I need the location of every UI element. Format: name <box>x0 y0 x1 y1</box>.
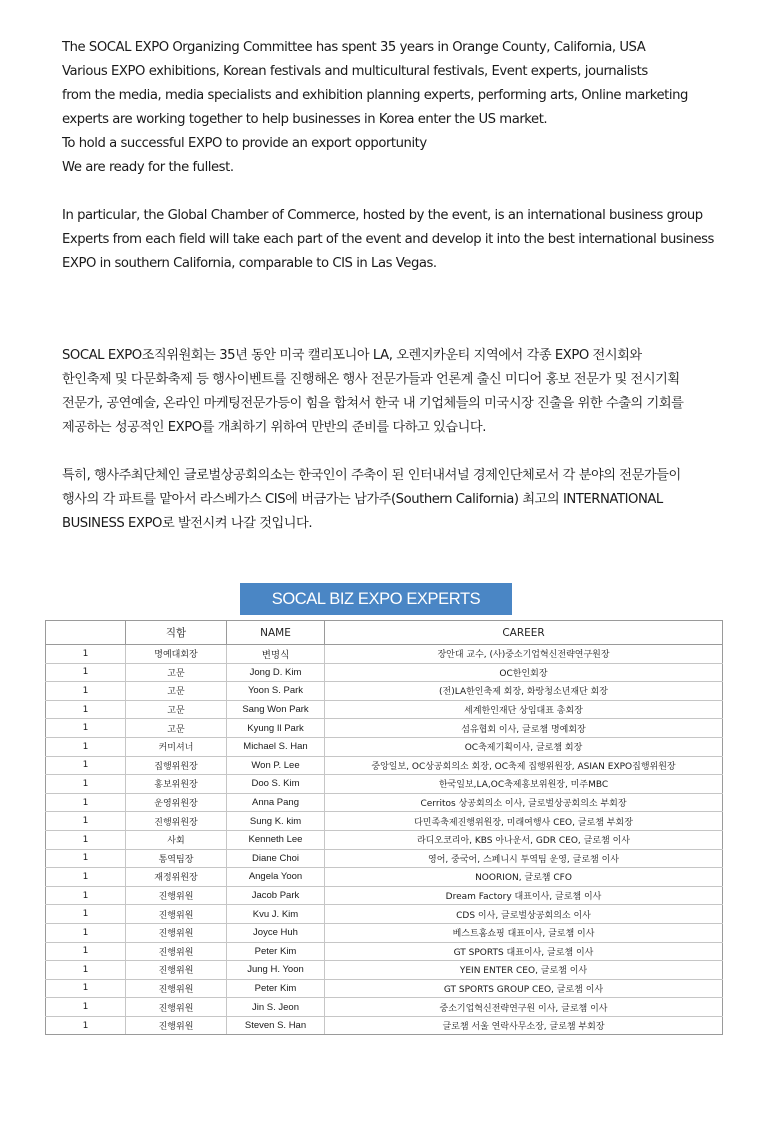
cell-career: 글로챔 서울 연락사무소장, 글로챔 부회장 <box>325 1016 723 1035</box>
cell-no: 1 <box>46 700 126 719</box>
cell-title: 홍보위원장 <box>126 775 227 794</box>
cell-no: 1 <box>46 719 126 738</box>
text-line: 제공하는 성공적인 EXPO를 개최하기 위하여 만반의 준비를 다하고 있습니다. <box>62 420 486 435</box>
cell-title: 진행위원 <box>126 979 227 998</box>
experts-banner: SOCAL BIZ EXPO EXPERTS <box>240 583 512 615</box>
cell-name: Jung H. Yoon <box>227 961 325 980</box>
cell-no: 1 <box>46 663 126 682</box>
cell-name: Peter Kim <box>227 942 325 961</box>
table-row <box>46 663 723 682</box>
cell-no: 1 <box>46 849 126 868</box>
text-line: In particular, the Global Chamber of Commerce, hosted by the event, is an international business group <box>62 208 703 223</box>
cell-career: 영어, 중국어, 스페니시 투역팀 운영, 글로챔 이사 <box>325 849 723 868</box>
cell-career: 중앙일보, OC상공회의소 회장, OC축제 집행위원장, ASIAN EXPO집행위원장 <box>325 756 723 775</box>
cell-no: 1 <box>46 682 126 701</box>
cell-career: 라디오코리아, KBS 아나운서, GDR CEO, 글로챔 이사 <box>325 830 723 849</box>
table-row <box>46 923 723 942</box>
header-name: NAME <box>227 621 325 645</box>
text-line: Various EXPO exhibitions, Korean festivals and multicultural festivals, Event experts, journalists <box>62 64 648 79</box>
cell-title: 사회 <box>126 830 227 849</box>
intro-en-paragraph-1 <box>62 36 742 180</box>
cell-name: Doo S. Kim <box>227 775 325 794</box>
text-line: from the media, media specialists and exhibition planning experts, performing arts, Online marketing <box>62 88 688 103</box>
table-row <box>46 998 723 1017</box>
table-row <box>46 700 723 719</box>
cell-name: Sang Won Park <box>227 700 325 719</box>
cell-career: Dream Factory 대표이사, 글로챔 이사 <box>325 886 723 905</box>
text-line: Experts from each field will take each part of the event and develop it into the best international business <box>62 232 714 247</box>
header-career: CAREER <box>325 621 723 645</box>
intro-ko-paragraph-2 <box>62 464 742 536</box>
cell-no: 1 <box>46 1016 126 1035</box>
table-row <box>46 756 723 775</box>
cell-name: Angela Yoon <box>227 868 325 887</box>
cell-title: 진행위원 <box>126 923 227 942</box>
cell-name: Jong D. Kim <box>227 663 325 682</box>
cell-title: 통역팀장 <box>126 849 227 868</box>
cell-career: GT SPORTS 대표이사, 글로챔 이사 <box>325 942 723 961</box>
cell-no: 1 <box>46 905 126 924</box>
cell-no: 1 <box>46 942 126 961</box>
cell-name: Sung K. kim <box>227 812 325 831</box>
cell-career: 세계한인재단 상임대표 총회장 <box>325 700 723 719</box>
cell-name: Won P. Lee <box>227 756 325 775</box>
text-line: experts are working together to help businesses in Korea enter the US market. <box>62 112 548 127</box>
table-row <box>46 1016 723 1035</box>
cell-name: Kenneth Lee <box>227 830 325 849</box>
cell-no: 1 <box>46 645 126 664</box>
cell-title: 진행위원 <box>126 886 227 905</box>
table-row <box>46 719 723 738</box>
cell-career: 장안대 교수, (사)중소기업혁신전략연구원장 <box>325 645 723 664</box>
intro-en-paragraph-2 <box>62 204 742 276</box>
text-line: We are ready for the fullest. <box>62 160 234 175</box>
cell-career: GT SPORTS GROUP CEO, 글로챔 이사 <box>325 979 723 998</box>
table-row <box>46 645 723 664</box>
cell-no: 1 <box>46 868 126 887</box>
cell-title: 운영위원장 <box>126 793 227 812</box>
intro-ko-paragraph-1 <box>62 344 742 440</box>
cell-career: OC한인회장 <box>325 663 723 682</box>
cell-no: 1 <box>46 775 126 794</box>
text-line: 특히, 행사주최단체인 글로벌상공회의소는 한국인이 주축이 된 인터내셔널 경제인단체로서 각 분야의 전문가들이 <box>62 468 681 483</box>
cell-name: Yoon S. Park <box>227 682 325 701</box>
table-header-row <box>46 621 723 645</box>
header-no <box>46 621 126 645</box>
table-row <box>46 886 723 905</box>
cell-no: 1 <box>46 961 126 980</box>
cell-name: Peter Kim <box>227 979 325 998</box>
cell-title: 커미셔너 <box>126 737 227 756</box>
cell-title: 재정위원장 <box>126 868 227 887</box>
cell-title: 진행위원 <box>126 905 227 924</box>
cell-name: Kyung Il Park <box>227 719 325 738</box>
experts-table-body <box>46 645 723 1035</box>
cell-no: 1 <box>46 923 126 942</box>
cell-title: 명예대회장 <box>126 645 227 664</box>
cell-no: 1 <box>46 886 126 905</box>
text-line: EXPO in southern California, comparable to CIS in Las Vegas. <box>62 256 437 271</box>
cell-career: 다민족축제진행위원장, 미래여행사 CEO, 글로챔 부회장 <box>325 812 723 831</box>
table-row <box>46 737 723 756</box>
text-line: The SOCAL EXPO Organizing Committee has spent 35 years in Orange County, California, USA <box>62 40 646 55</box>
cell-title: 진행위원장 <box>126 812 227 831</box>
table-row <box>46 682 723 701</box>
cell-no: 1 <box>46 979 126 998</box>
cell-career: Cerritos 상공회의소 이사, 글로벌상공회의소 부회장 <box>325 793 723 812</box>
cell-career: 섬유협회 이사, 글로챔 명예회장 <box>325 719 723 738</box>
cell-title: 진행위원 <box>126 1016 227 1035</box>
table-row <box>46 793 723 812</box>
cell-name: Joyce Huh <box>227 923 325 942</box>
table-row <box>46 812 723 831</box>
text-line: BUSINESS EXPO로 발전시켜 나갈 것입니다. <box>62 516 313 531</box>
cell-title: 진행위원 <box>126 942 227 961</box>
cell-name: Kvu J. Kim <box>227 905 325 924</box>
cell-no: 1 <box>46 830 126 849</box>
cell-title: 진행위원 <box>126 961 227 980</box>
cell-name: Jin S. Jeon <box>227 998 325 1017</box>
cell-no: 1 <box>46 812 126 831</box>
text-line: SOCAL EXPO조직위원회는 35년 동안 미국 캘리포니아 LA, 오렌지카운티 지역에서 각종 EXPO 전시회와 <box>62 348 642 363</box>
table-row <box>46 775 723 794</box>
cell-career: 중소기업혁신전략연구원 이사, 글로챔 이사 <box>325 998 723 1017</box>
cell-name: 변명식 <box>227 645 325 664</box>
cell-no: 1 <box>46 737 126 756</box>
cell-name: Diane Choi <box>227 849 325 868</box>
text-line: 행사의 각 파트를 맡아서 라스베가스 CIS에 버금가는 남가주(Southern California) 최고의 INTERNATIONAL <box>62 492 663 507</box>
cell-no: 1 <box>46 998 126 1017</box>
text-line: 한인축제 및 다문화축제 등 행사이벤트를 진행해온 행사 전문가들과 언론계 출신 미디어 홍보 전문가 및 전시기획 <box>62 372 680 387</box>
cell-title: 고문 <box>126 682 227 701</box>
cell-career: YEIN ENTER CEO, 글로챔 이사 <box>325 961 723 980</box>
cell-title: 진행위원 <box>126 998 227 1017</box>
table-row <box>46 905 723 924</box>
cell-career: CDS 이사, 글로벌상공회의소 이사 <box>325 905 723 924</box>
text-line: To hold a successful EXPO to provide an export opportunity <box>62 136 427 151</box>
text-line: 전문가, 공연예술, 온라인 마케팅전문가등이 힘을 합쳐서 한국 내 기업체들의 미국시장 진출을 위한 수출의 기회를 <box>62 396 684 411</box>
cell-career: 베스트홈쇼핑 대표이사, 글로챔 이사 <box>325 923 723 942</box>
cell-title: 집행위원장 <box>126 756 227 775</box>
table-row <box>46 849 723 868</box>
table-row <box>46 830 723 849</box>
cell-name: Steven S. Han <box>227 1016 325 1035</box>
cell-name: Jacob Park <box>227 886 325 905</box>
cell-career: (전)LA한인축제 회장, 화랑청소년재단 회장 <box>325 682 723 701</box>
cell-title: 고문 <box>126 719 227 738</box>
table-row <box>46 868 723 887</box>
cell-no: 1 <box>46 793 126 812</box>
table-row <box>46 942 723 961</box>
cell-career: OC축제기획이사, 글로챔 회장 <box>325 737 723 756</box>
cell-name: Michael S. Han <box>227 737 325 756</box>
experts-table <box>45 620 723 1035</box>
cell-no: 1 <box>46 756 126 775</box>
cell-title: 고문 <box>126 700 227 719</box>
cell-career: 한국일보,LA,OC축제홍보위원장, 미주MBC <box>325 775 723 794</box>
table-row <box>46 961 723 980</box>
table-row <box>46 979 723 998</box>
cell-name: Anna Pang <box>227 793 325 812</box>
header-title: 직함 <box>126 621 227 645</box>
cell-career: NOORION, 글로챔 CFO <box>325 868 723 887</box>
cell-title: 고문 <box>126 663 227 682</box>
